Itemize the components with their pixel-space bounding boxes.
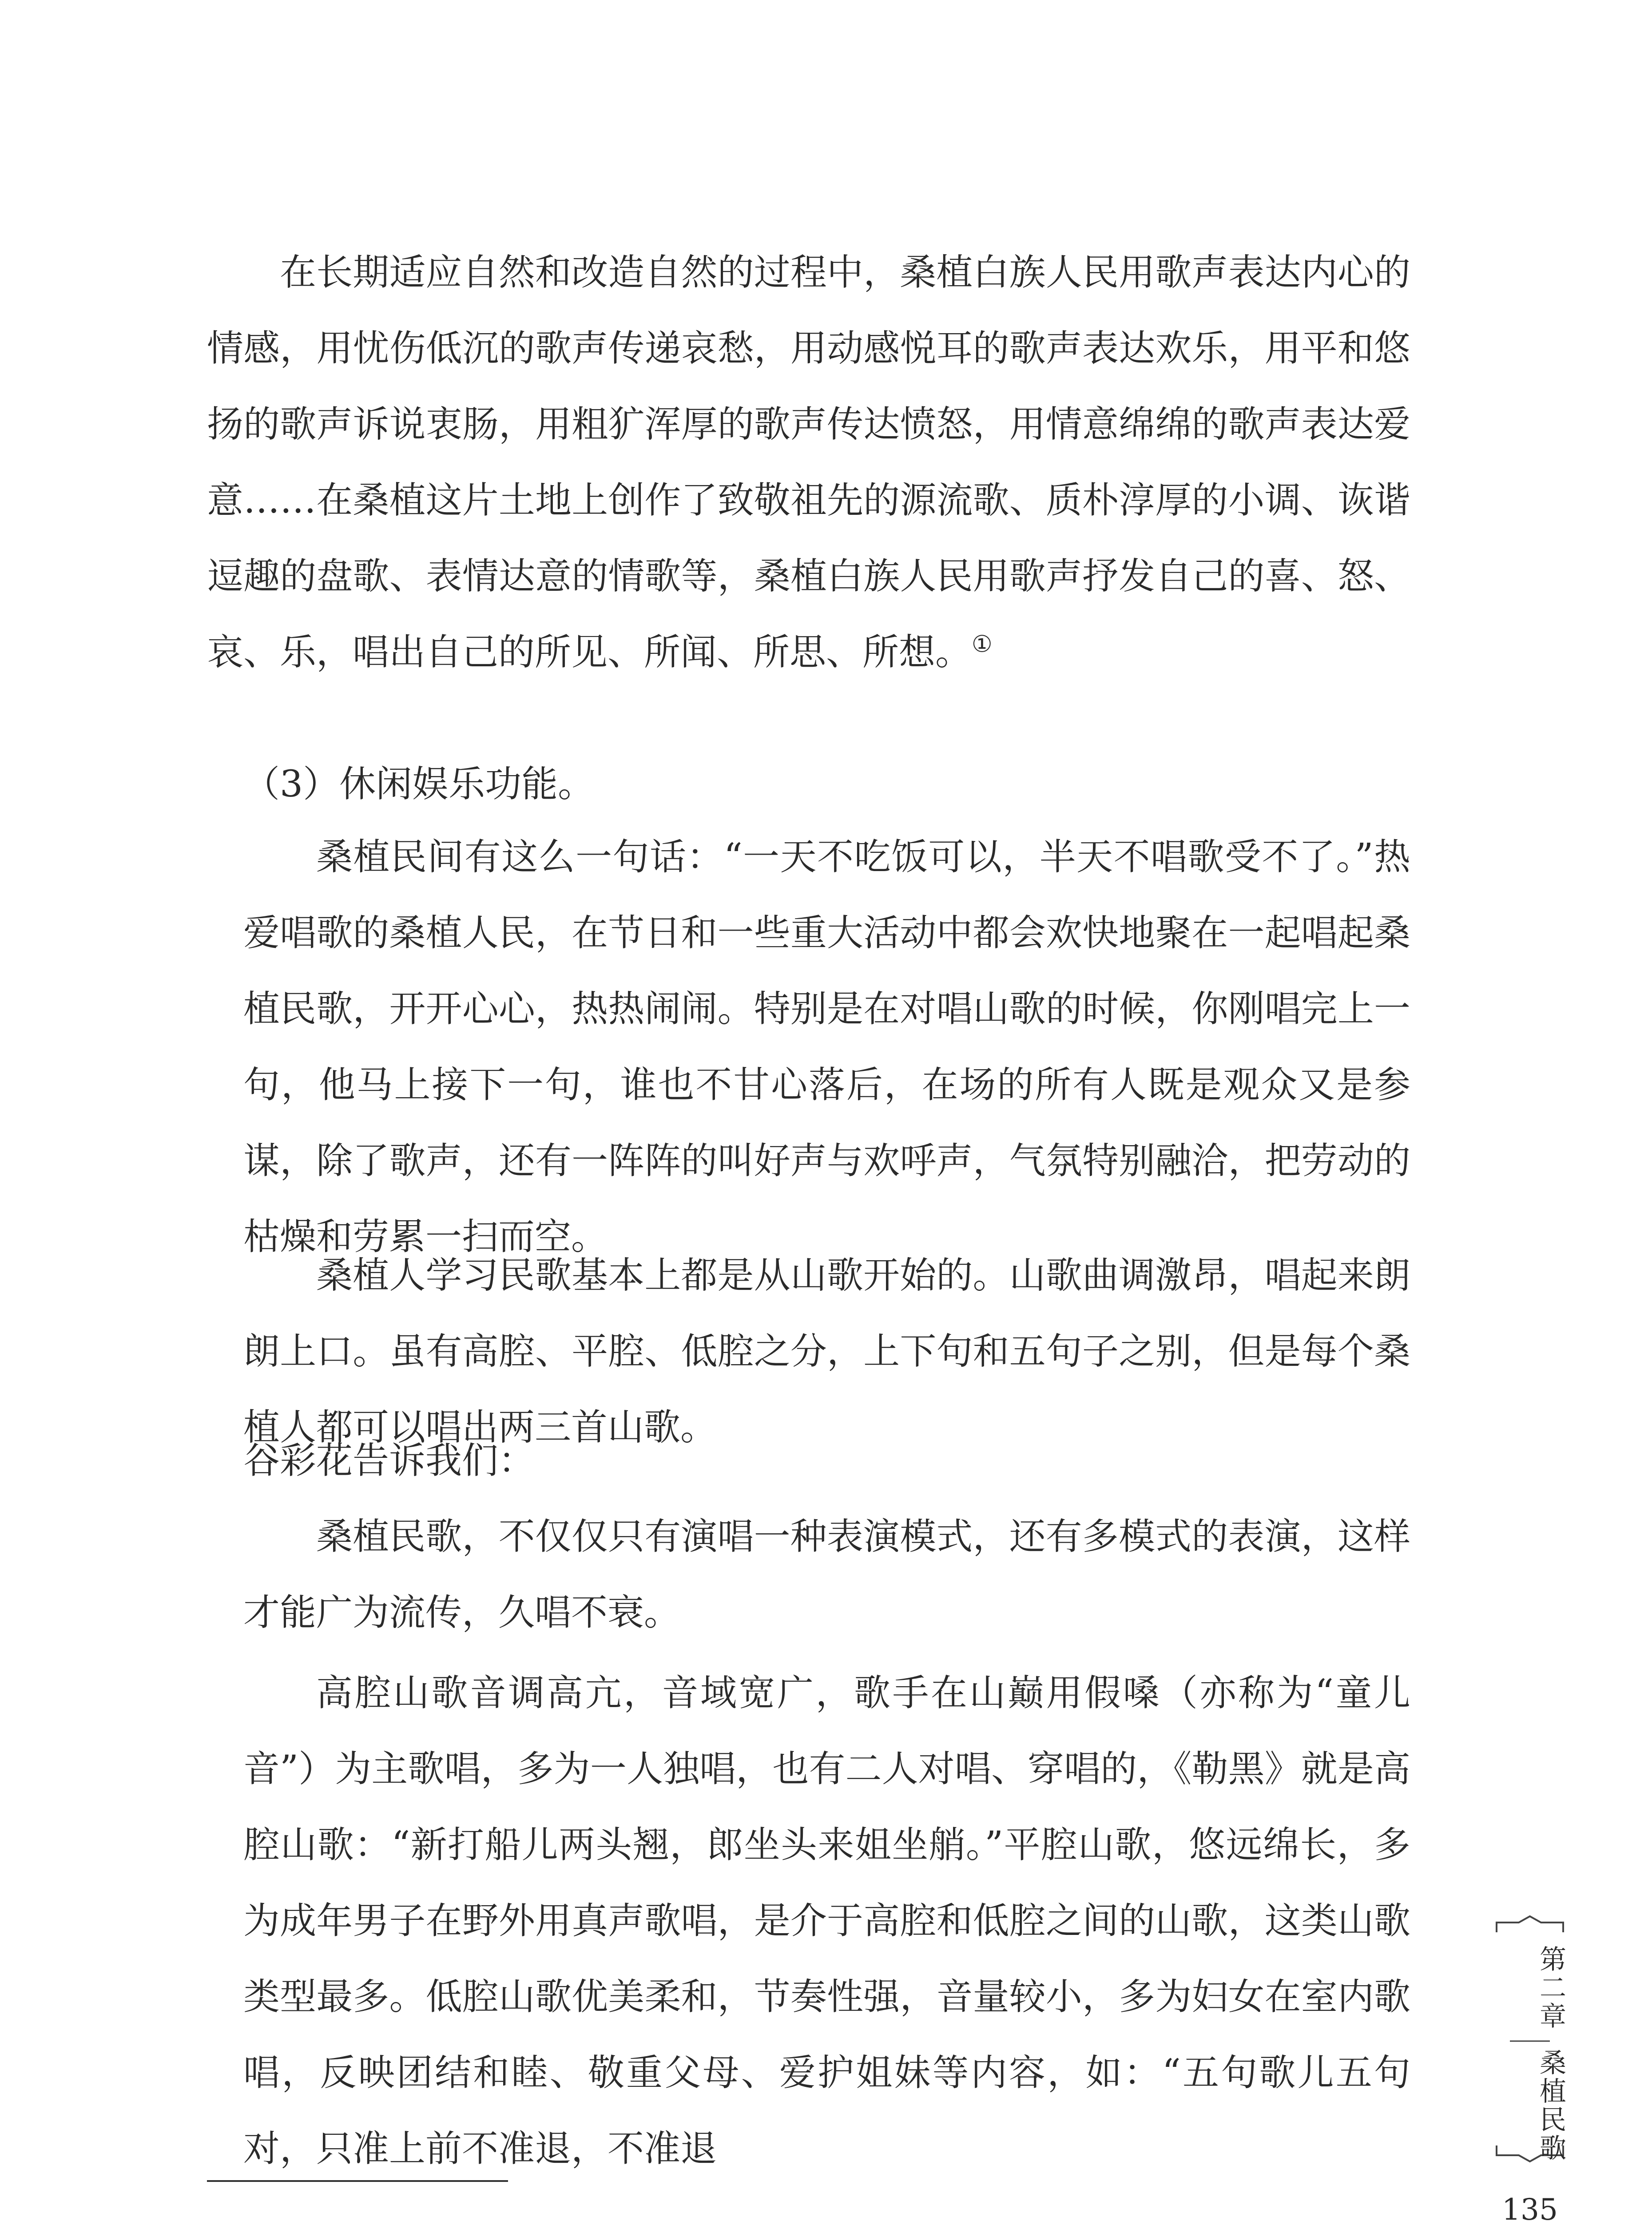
chapter-label: 第二章 bbox=[1535, 1945, 1566, 2030]
paragraph-3: 桑植人学习民歌基本上都是从山歌开始的。山歌曲调激昂，唱起来朗朗上口。虽有高腔、平腔、低腔之分，上下句和五句子之别，但是每个桑植人都可以唱出两三首山歌。 bbox=[243, 1254, 1410, 1449]
footnote bbox=[265, 2212, 1402, 2221]
chapter-title: 桑植民歌 bbox=[1535, 2049, 1566, 2162]
footnote-reference: ① bbox=[972, 631, 993, 658]
paragraph-5: 桑植民歌，不仅仅只有演唱一种表演模式，还有多模式的表演，这样才能广为流传，久唱不衰。 bbox=[243, 1516, 1410, 1634]
chapter-margin-tab bbox=[1492, 1915, 1568, 2163]
paragraph-1 bbox=[207, 235, 1410, 690]
paragraph-2: 桑植民间有这么一句话：“一天不吃饭可以，半天不唱歌受不了。”热爱唱歌的桑植人民，在节日和一些重大活动中都会欢快地聚在一起唱起桑植民歌，开开心心，热热闹闹。特别是在对唱山歌的时候，你刚唱完上一句，他马上接下一句，谁也不甘心落后，在场的所有人既是观众又是参谋，除了歌声，还有一阵阵的叫好声与欢呼声，气氛特别融洽，把劳动的枯燥和劳累一扫而空。 bbox=[243, 836, 1410, 1258]
paragraph-6: 高腔山歌音调高亢，音域宽广，歌手在山巅用假嗓（亦称为“童儿音”）为主歌唱，多为一人独唱，也有二人对唱、穿唱的，《勒黑》就是高腔山歌：“新打船儿两头翘，郎坐头来姐坐艄。”平腔山歌，悠远绵长，多为成年男子在野外用真声歌唱，是介于高腔和低腔之间的山歌，这类山歌类型最多。低腔山歌优美柔和，节奏性强，音量较小，多为妇女在室内歌唱，反映团结和睦、敬重父母、爱护姐妹等内容，如：“五句歌儿五句对，只准上前不准退，不准退 bbox=[243, 1672, 1410, 2170]
footnote-divider bbox=[207, 2180, 508, 2182]
section-heading: （3）休闲娱乐功能。 bbox=[243, 763, 595, 805]
page-number: 135 bbox=[1502, 2193, 1558, 2221]
paragraph-4: 谷彩花告诉我们： bbox=[243, 1440, 535, 1482]
paragraph-1-text: 在长期适应自然和改造自然的过程中，桑植白族人民用歌声表达内心的情感，用忧伤低沉的歌声传递哀愁，用动感悦耳的歌声表达欢乐，用平和悠扬的歌声诉说衷肠，用粗犷浑厚的歌声传达愤怒，用情意绵绵的歌声表达爱意……在桑植这片土地上创作了致敬祖先的源流歌、质朴淳厚的小调、诙谐逗趣的盘歌、表情达意的情歌等，桑植白族人民用歌声抒发自己的喜、怒、哀、乐，唱出自己的所见、所闻、所思、所想。 bbox=[207, 251, 1410, 673]
